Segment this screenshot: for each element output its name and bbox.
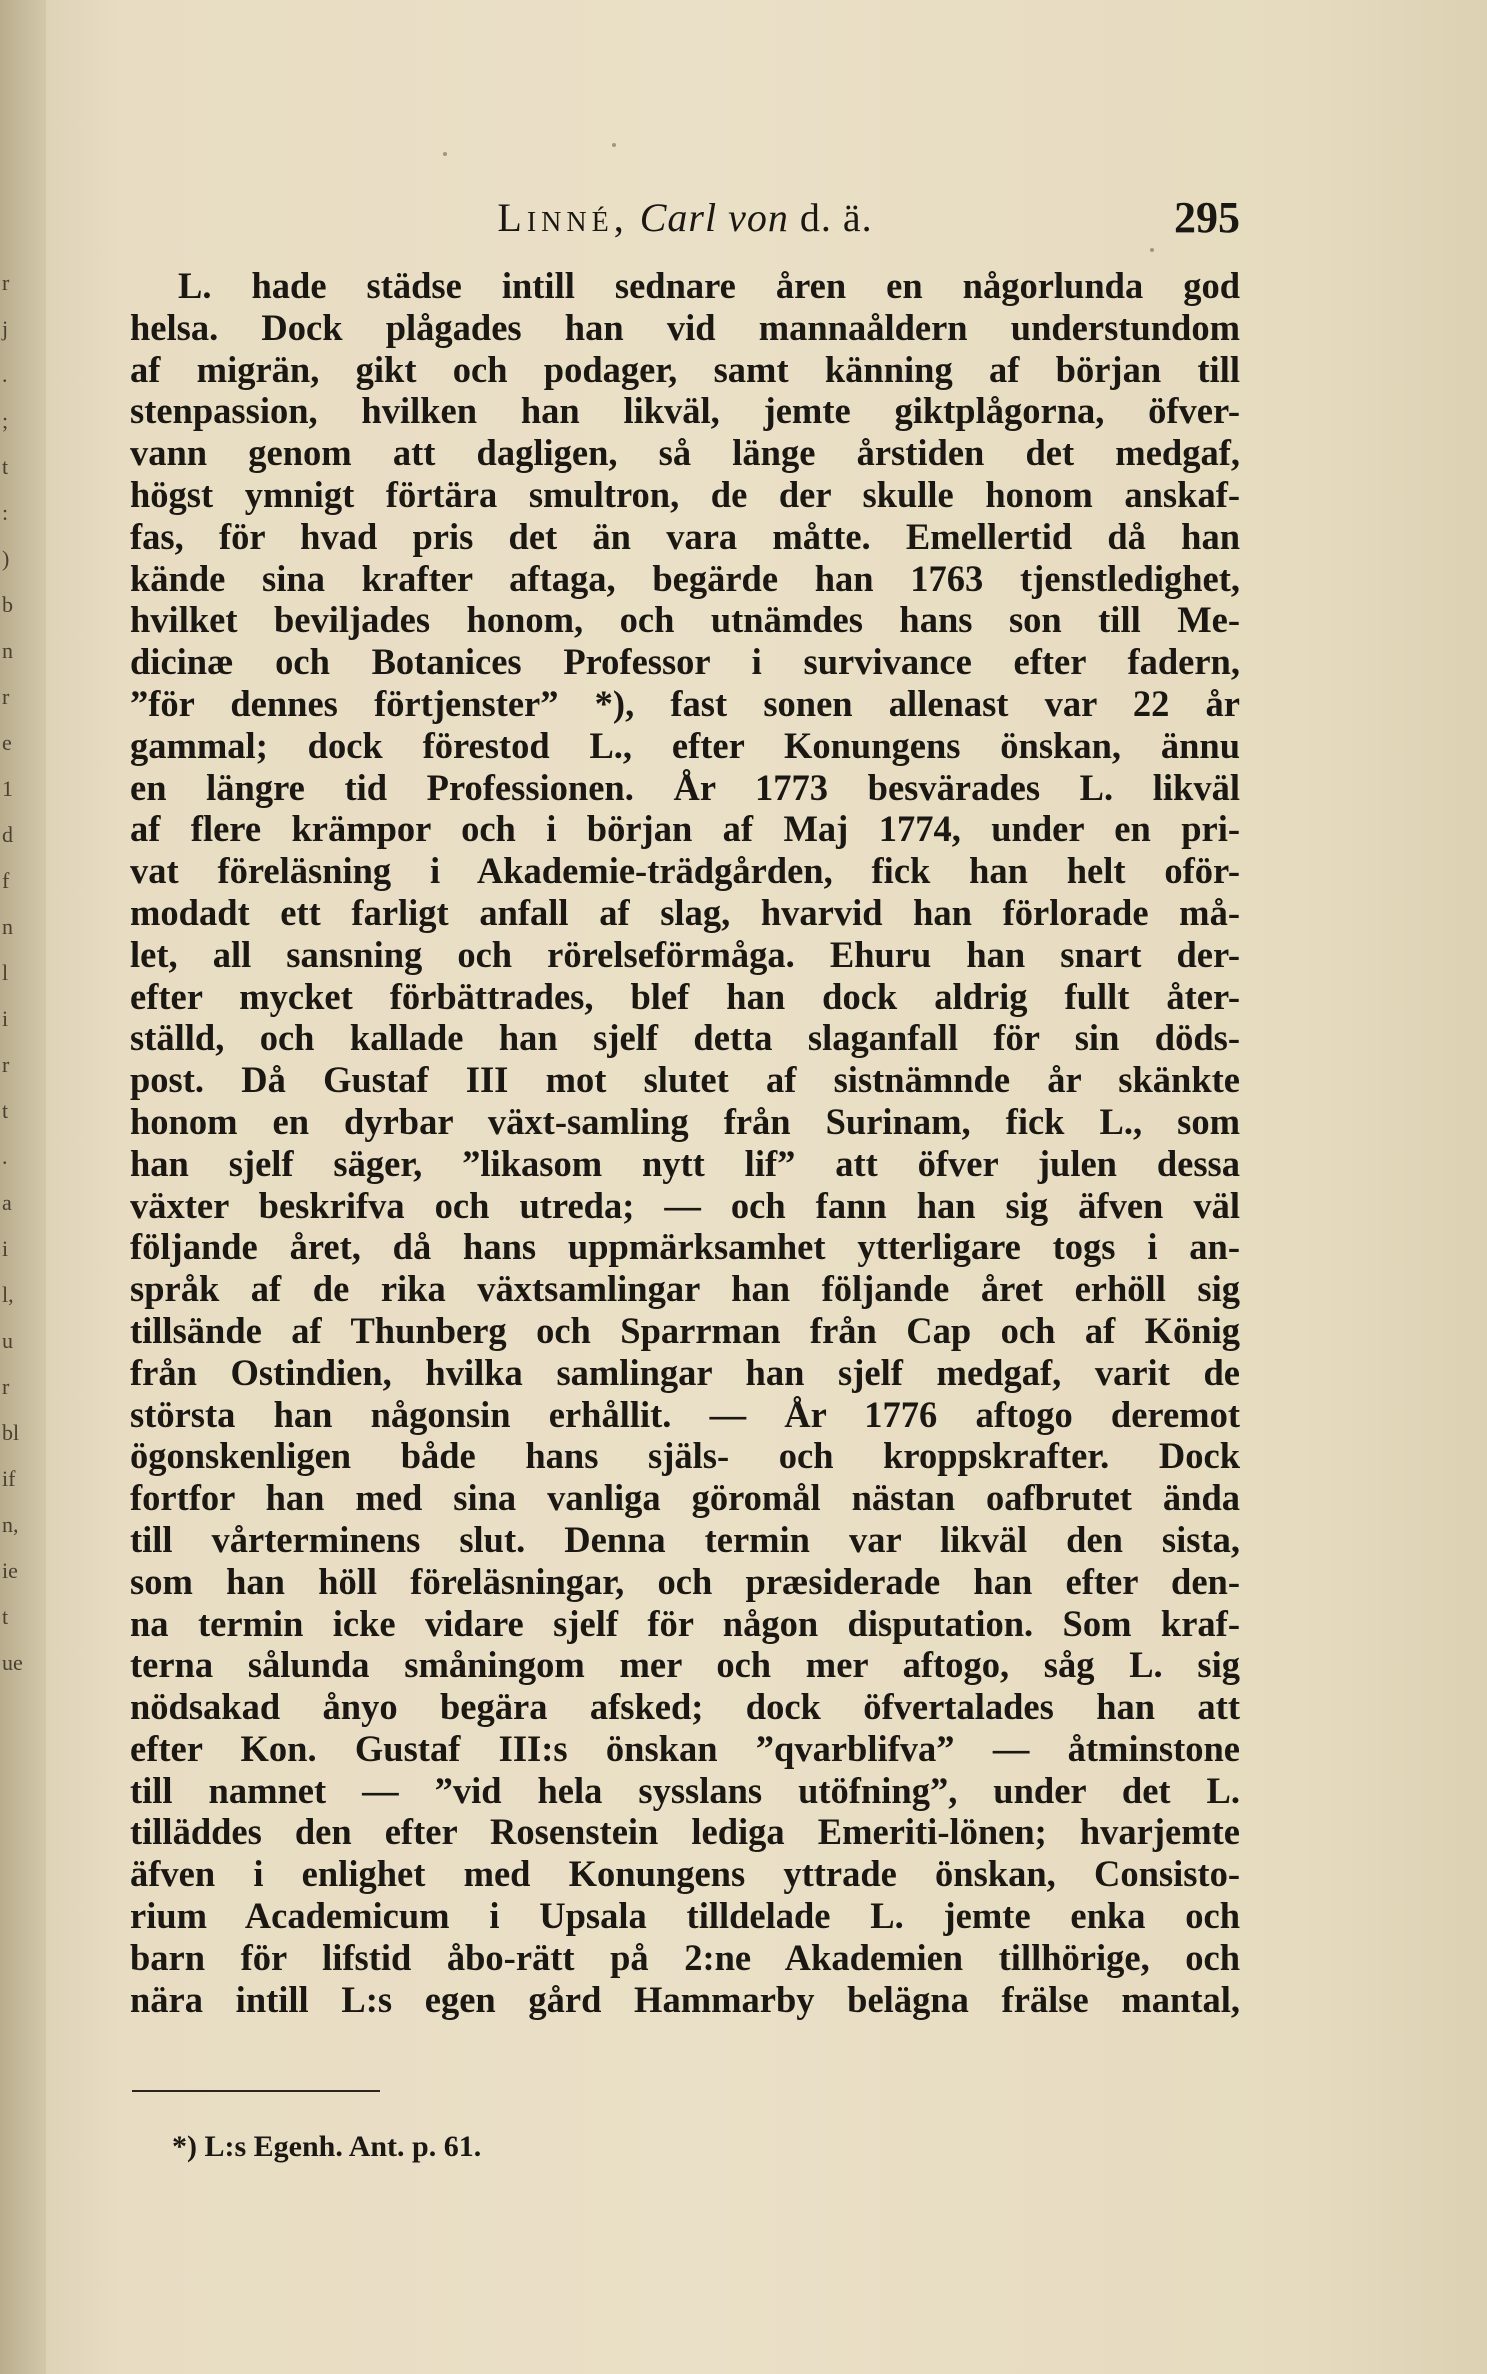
text-line: let, all sansning och rörelseförmåga. Ehuru han snart der- — [130, 933, 1240, 975]
text-line: rium Academicum i Upsala tilldelade L. jemte enka och — [130, 1895, 1240, 1937]
footnote-rule — [132, 2090, 380, 2092]
text-line: honom en dyrbar växt-samling från Surinam, fick L., som — [130, 1100, 1240, 1142]
text-line: äfven i enlighet med Konungens yttrade önskan, Consisto- — [130, 1853, 1240, 1895]
page-header — [130, 188, 1240, 248]
footnote: *) L:s Egenh. Ant. p. 61. — [172, 2130, 482, 2163]
text-line: post. Då Gustaf III mot slutet af sistnämnde år skänkte — [130, 1059, 1240, 1101]
running-title — [130, 194, 1240, 241]
text-line: vat föreläsning i Akademie-trädgården, fick han helt oför- — [130, 850, 1240, 892]
binding-gutter — [0, 0, 46, 2374]
header-name: Linné, — [497, 195, 629, 240]
text-line: språk af de rika växtsamlingar han följande året erhöll sig — [130, 1268, 1240, 1310]
text-line: kände sina krafter aftaga, begärde han 1763 tjenstledighet, — [130, 557, 1240, 599]
text-line: stenpassion, hvilken han likväl, jemte giktplågorna, öfver- — [130, 390, 1240, 432]
text-line: fas, för hvad pris det än vara måtte. Emellertid då han — [130, 515, 1240, 557]
text-line: gammal; dock förestod L., efter Konungens önskan, ännu — [130, 724, 1240, 766]
text-line: vann genom att dagligen, så länge årstiden det medgaf, — [130, 432, 1240, 474]
body-text — [130, 265, 1240, 2020]
text-line: ställd, och kallade han sjelf detta slaganfall för sin döds- — [130, 1017, 1240, 1059]
gutter-bleed-text: r j . ; t : ) b n r e 1 d f n l i r t . a i l, u r bl if n, ie t ue — [2, 270, 23, 1675]
text-line: helsa. Dock plågades han vid mannaåldern understundom — [130, 306, 1240, 348]
text-line: en längre tid Professionen. År 1773 besvärades L. likväl — [130, 766, 1240, 808]
text-line: nödsakad ånyo begära afsked; dock öfvertalades han att — [130, 1686, 1240, 1728]
text-line: af flere krämpor och i början af Maj 1774, under en pri- — [130, 808, 1240, 850]
text-line: nära intill L:s egen gård Hammarby belägna frälse mantal, — [130, 1978, 1240, 2020]
text-line: dicinæ och Botanices Professor i survivance efter fadern, — [130, 641, 1240, 683]
text-line: tillsände af Thunberg och Sparrman från Cap och af König — [130, 1309, 1240, 1351]
header-name-italic: Carl von — [639, 195, 789, 240]
print-speck — [612, 143, 616, 147]
text-line: största han någonsin erhållit. — År 1776 aftogo deremot — [130, 1393, 1240, 1435]
header-name-tail: d. ä. — [799, 195, 873, 240]
text-line: efter Kon. Gustaf III:s önskan ”qvarblifva” — åtminstone — [130, 1727, 1240, 1769]
print-speck — [443, 152, 447, 156]
text-line: ögonskenligen både hans själs- och kroppskrafter. Dock — [130, 1435, 1240, 1477]
text-line: L. hade städse intill sednare åren en någorlunda god — [178, 265, 1240, 306]
text-line: tilläddes den efter Rosenstein lediga Emeriti-lönen; hvarjemte — [130, 1811, 1240, 1853]
text-line: hvilket beviljades honom, och utnämdes hans son till Me- — [130, 599, 1240, 641]
text-line: ”för dennes förtjenster” *), fast sonen allenast var 22 år — [130, 682, 1240, 724]
text-line: han sjelf säger, ”likasom nytt lif” att öfver julen dessa — [130, 1142, 1240, 1184]
text-line: högst ymnigt förtära smultron, de der skulle honom anskaf- — [130, 473, 1240, 515]
text-line: från Ostindien, hvilka samlingar han sjelf medgaf, varit de — [130, 1351, 1240, 1393]
text-line: modadt ett farligt anfall af slag, hvarvid han förlorade må- — [130, 891, 1240, 933]
text-line: na termin icke vidare sjelf för någon disputation. Som kraf- — [130, 1602, 1240, 1644]
page-number: 295 — [1174, 193, 1240, 242]
text-line: växter beskrifva och utreda; — och fann han sig äfven väl — [130, 1184, 1240, 1226]
text-line: fortfor han med sina vanliga göromål nästan oafbrutet ända — [130, 1477, 1240, 1519]
text-line: efter mycket förbättrades, blef han dock aldrig fullt åter- — [130, 975, 1240, 1017]
text-line: som han höll föreläsningar, och præsiderade han efter den- — [130, 1560, 1240, 1602]
text-line: följande året, då hans uppmärksamhet ytterligare togs i an- — [130, 1226, 1240, 1268]
text-line: till namnet — ”vid hela sysslans utöfning”, under det L. — [130, 1769, 1240, 1811]
text-line: barn för lifstid åbo-rätt på 2:ne Akademien tillhörige, och — [130, 1936, 1240, 1978]
text-line: terna sålunda småningom mer och mer aftogo, såg L. sig — [130, 1644, 1240, 1686]
print-speck — [1150, 248, 1154, 252]
text-line: till vårterminens slut. Denna termin var likväl den sista, — [130, 1518, 1240, 1560]
text-line: af migrän, gikt och podager, samt känning af början till — [130, 348, 1240, 390]
